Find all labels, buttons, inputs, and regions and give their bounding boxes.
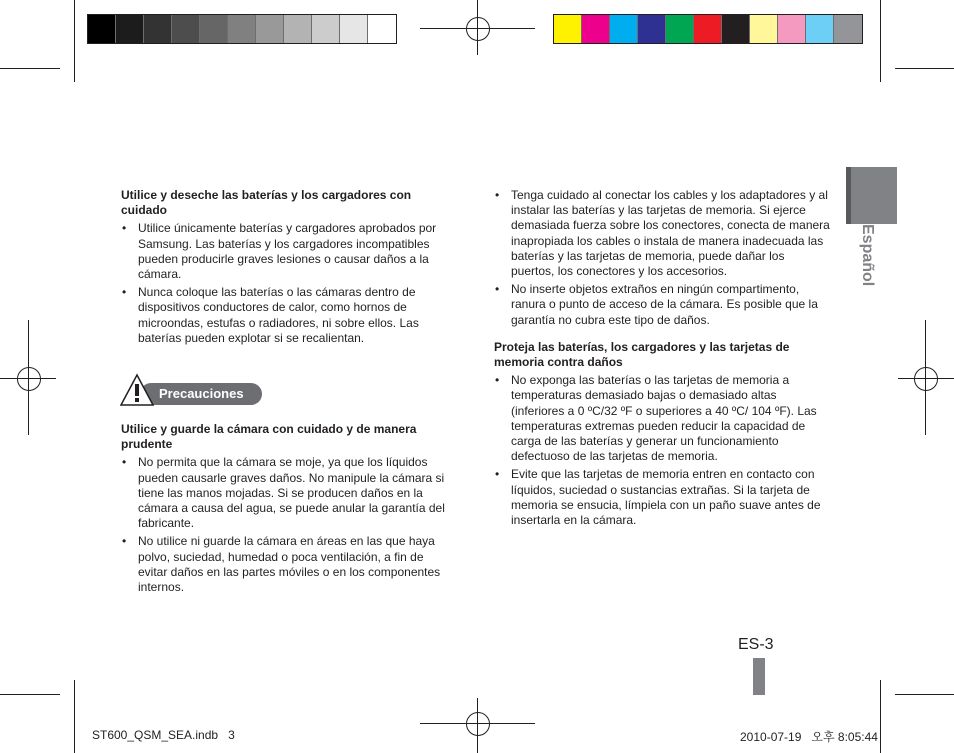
caution-badge: [120, 373, 265, 407]
color-swatch: [144, 15, 172, 43]
bullet-list-connectors: [494, 188, 830, 328]
list-item: • Nunca coloque las baterías o las cámaras dentro de dispositivos conductores de calor, como hornos de microondas, estufas o radiadores, ni sobre ellos. Las baterías pueden explotar si se recalientan.: [121, 285, 451, 346]
color-swatch: [200, 15, 228, 43]
color-swatch: [610, 15, 638, 43]
color-swatch: [694, 15, 722, 43]
language-tab-strip: [846, 167, 851, 224]
list-item: • No inserte objetos extraños en ningún compartimento, ranura o punto de acceso de la cámara. Es posible que la garantía no cubra este tipo de daños.: [494, 282, 830, 328]
slug-file-info: ST600_QSM_SEA.indb 3: [92, 728, 235, 742]
list-item: • Tenga cuidado al conectar los cables y los adaptadores y al instalar las baterías y las tarjetas de memoria. Si ejerce demasiada fuerza sobre los conectores, conecta de manera inapropiada los cables o instala de manera inadecuada las baterías y las tarjetas de memoria, puede dañar los puertos, los conectores y los accesorios.: [494, 188, 830, 279]
color-swatch: [340, 15, 368, 43]
color-swatch: [284, 15, 312, 43]
bullet-list-camera-care: [121, 455, 451, 595]
bullet-list-batteries: [121, 221, 451, 346]
list-item: • No permita que la cámara se moje, ya que los líquidos pueden causarle graves daños. No manipule la cámara si tiene las manos mojadas. Si se producen daños en la cámara a causa del agua, se puede anular la garantía del fabricante.: [121, 455, 451, 531]
color-swatch: [312, 15, 340, 43]
color-swatch: [88, 15, 116, 43]
section-heading-batteries: Utilice y deseche las baterías y los cargadores con cuidado: [121, 188, 412, 218]
color-swatch: [778, 15, 806, 43]
color-swatch: [666, 15, 694, 43]
warning-icon: [120, 373, 154, 407]
color-swatch: [228, 15, 256, 43]
language-tab: [846, 167, 897, 224]
page-number: ES-3: [738, 636, 774, 653]
color-swatch: [368, 15, 396, 43]
color-swatch: [722, 15, 750, 43]
section-heading-protect: Proteja las baterías, los cargadores y las tarjetas de memoria contra daños: [494, 339, 790, 370]
color-calibration-bar: [553, 14, 863, 44]
left-column: [121, 188, 451, 350]
left-column-lower: [121, 422, 451, 599]
slug-timestamp: 2010-07-19 오후 8:05:44: [740, 730, 878, 744]
list-item: • No exponga las baterías o las tarjetas de memoria a temperaturas demasiado bajas o demasiado altas (inferiores a 0 ºC/32 ºF o superiores a 40 ºC/ 104 ºF). Las temperaturas extremas pueden reducir la capacidad de carga de las baterías y generar un funcionamiento defectuoso de las tarjetas de memoria.: [494, 373, 830, 464]
page-number-bar: [753, 658, 765, 695]
color-swatch: [172, 15, 200, 43]
color-swatch: [638, 15, 666, 43]
color-swatch: [582, 15, 610, 43]
color-swatch: [806, 15, 834, 43]
language-label: Español: [859, 224, 876, 287]
bullet-list-protect: [494, 373, 830, 528]
list-item: • Evite que las tarjetas de memoria entren en contacto con líquidos, suciedad o sustancias extrañas. Si la tarjeta de memoria se ensucia, límpiela con un paño suave antes de insertarla en la cámara.: [494, 467, 830, 528]
list-item: • No utilice ni guarde la cámara en áreas en las que haya polvo, suciedad, humedad o poca ventilación, a fin de evitar daños en las partes móviles o en los componentes internos.: [121, 534, 451, 595]
color-swatch: [554, 15, 582, 43]
color-swatch: [750, 15, 778, 43]
color-swatch: [256, 15, 284, 43]
color-swatch: [834, 15, 862, 43]
right-column: [494, 188, 830, 532]
color-swatch: [116, 15, 144, 43]
list-item: • Utilice únicamente baterías y cargadores aprobados por Samsung. Las baterías y los cargadores incompatibles pueden producirle graves lesiones o causar daños a la cámara.: [121, 221, 451, 282]
section-heading-camera-care: Utilice y guarde la cámara con cuidado y de manera prudente: [121, 422, 417, 452]
caution-label: Precauciones: [140, 383, 262, 405]
grayscale-calibration-bar: [87, 14, 397, 44]
